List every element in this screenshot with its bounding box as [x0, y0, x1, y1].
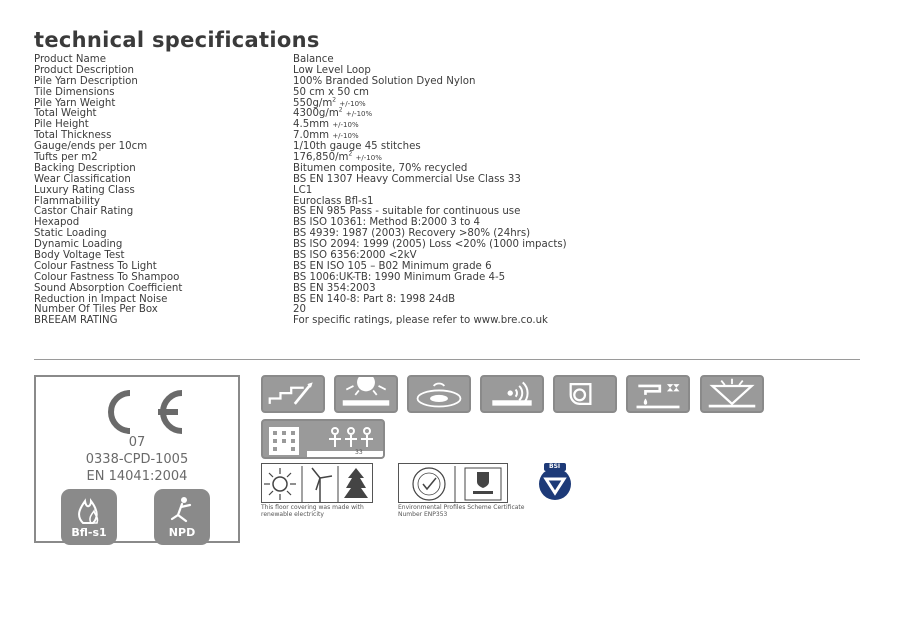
spec-tolerance: +/-10%	[332, 121, 359, 130]
commercial-use-class-33-icon	[261, 419, 385, 459]
renewable-caption: This floor covering was made with renewable electricity	[261, 504, 364, 518]
spec-value	[293, 295, 854, 306]
spec-row	[34, 96, 854, 110]
spec-superscript: 2	[332, 96, 337, 104]
environmental-profiles-logo	[398, 463, 508, 503]
ce-year: 07	[128, 435, 146, 450]
spec-value	[293, 88, 854, 99]
fire-class-badge	[61, 489, 117, 545]
spec-value-text: LC1	[293, 184, 313, 196]
spec-label: Static Loading	[34, 228, 107, 240]
spec-value-text: For specific ratings, please refer to www.bre.co.uk	[293, 315, 548, 327]
spec-label: Tile Dimensions	[34, 86, 115, 98]
spec-value	[293, 175, 854, 186]
spec-label: Hexapod	[34, 217, 80, 229]
spec-value	[293, 273, 854, 284]
spec-value-text: BS EN 1307 Heavy Commercial Use Class 33	[293, 173, 521, 185]
spec-value-text: Bitumen composite, 70% recycled	[293, 162, 468, 174]
spec-label: Tufts per m2	[34, 152, 98, 164]
certification-seal-icon	[399, 464, 509, 504]
stair-rod-icon	[261, 375, 325, 413]
spec-value-text: Euroclass Bfl-s1	[293, 195, 374, 207]
water-resistant-icon	[626, 375, 690, 413]
slip-icon	[154, 489, 210, 529]
spec-value-text: BS EN 140-8: Part 8: 1998 24dB	[293, 293, 456, 305]
spec-value-text: Balance	[293, 54, 334, 65]
spec-value-text: Low Level Loop	[293, 64, 371, 76]
spec-value	[293, 55, 854, 66]
spec-value-text: 1/10th gauge 45 stitches	[293, 141, 421, 153]
use-class-label: 33	[355, 449, 363, 456]
npd-label: NPD	[168, 526, 196, 539]
spec-value-text: 4.5mm	[293, 119, 330, 131]
spec-row	[34, 109, 854, 120]
ce-marking-box	[34, 375, 240, 543]
spec-label: Reduction in Impact Noise	[34, 293, 168, 305]
spec-row	[34, 316, 854, 327]
spec-label: Product Name	[34, 54, 106, 65]
spec-superscript: 2	[348, 150, 353, 158]
env-profiles-caption: Environmental Profiles Scheme Certificate Number ENP353	[398, 504, 525, 518]
spec-label: Colour Fastness To Light	[34, 260, 157, 272]
ce-cert-number: 0338-CPD-1005	[85, 452, 189, 467]
ce-standard: EN 14041:2004	[86, 469, 188, 484]
spec-table	[34, 55, 854, 327]
spec-superscript: 2	[338, 107, 343, 115]
divider	[34, 359, 860, 360]
light-fastness-icon	[700, 375, 764, 413]
spec-label: Backing Description	[34, 162, 136, 174]
spec-label: Total Thickness	[34, 130, 112, 142]
spec-value-text: 176,850/m	[293, 152, 349, 164]
spec-label: Wear Classification	[34, 173, 131, 185]
spec-row	[34, 240, 854, 251]
spec-label: Castor Chair Rating	[34, 206, 134, 218]
bsi-label: BSI	[549, 463, 561, 470]
spec-value-text: 4300g/m	[293, 108, 339, 120]
spec-value-text: 100% Branded Solution Dyed Nylon	[293, 75, 476, 87]
spec-label: Pile Yarn Weight	[34, 97, 116, 109]
spec-label: BREEAM RATING	[34, 315, 118, 327]
sun-wind-tree-icon	[262, 464, 374, 504]
spec-value-text: 7.0mm	[293, 130, 330, 142]
castor-chair-icon	[407, 375, 471, 413]
spec-value-text: BS ISO 2094: 1999 (2005) Loss <20% (1000 impacts)	[293, 239, 567, 251]
spec-label: Product Description	[34, 64, 134, 76]
spec-label: Gauge/ends per 10cm	[34, 141, 148, 153]
static-icon	[553, 375, 617, 413]
spec-label: Dynamic Loading	[34, 239, 123, 251]
spec-value-text: 20	[293, 304, 306, 316]
spec-value-text: BS ISO 10361: Method B:2000 3 to 4	[293, 217, 481, 229]
spec-label: Luxury Rating Class	[34, 184, 135, 196]
npd-badge	[154, 489, 210, 545]
spec-label: Pile Height	[34, 119, 89, 131]
spec-value	[293, 96, 854, 110]
spec-row	[34, 77, 854, 88]
spec-value-text: BS EN 985 Pass - suitable for continuous use	[293, 206, 521, 218]
spec-label: Body Voltage Test	[34, 250, 125, 262]
bsi-kitemark-logo	[530, 461, 580, 503]
spec-tolerance: +/-10%	[332, 132, 359, 141]
spec-label: Total Weight	[34, 108, 97, 120]
spec-value-text: 50 cm x 50 cm	[293, 86, 369, 98]
underfloor-heating-icon	[334, 375, 398, 413]
spec-label: Flammability	[34, 195, 101, 207]
spec-value-text: 550g/m	[293, 97, 333, 109]
fire-class-label: Bfl-s1	[71, 526, 107, 539]
spec-value	[293, 77, 854, 88]
spec-label: Sound Absorption Coefficient	[34, 282, 183, 294]
spec-value	[293, 120, 854, 131]
renewable-electricity-logo	[261, 463, 373, 503]
spec-value-text: BS 4939: 1987 (2003) Recovery >80% (24hrs)	[293, 228, 531, 240]
spec-row	[34, 142, 854, 153]
spec-row	[34, 55, 854, 66]
spec-tolerance: +/-10%	[345, 110, 373, 119]
spec-value	[293, 186, 854, 197]
ce-mark-logo	[90, 387, 190, 437]
spec-value	[293, 316, 854, 327]
spec-label: Number Of Tiles Per Box	[34, 304, 158, 316]
spec-value-text: BS EN 354:2003	[293, 282, 376, 294]
spec-value-text: BS 1006:UK-TB: 1990 Minimum Grade 4-5	[293, 271, 506, 283]
flame-icon	[61, 489, 117, 529]
spec-tolerance: +/-10%	[355, 154, 382, 163]
spec-value-text: BS ISO 6356:2000 <2kV	[293, 250, 417, 262]
spec-tolerance: +/-10%	[339, 99, 366, 108]
spec-row	[34, 120, 854, 131]
spec-row	[34, 186, 854, 197]
page-title: technical specifications	[34, 28, 320, 52]
acoustic-icon	[480, 375, 544, 413]
spec-value	[293, 109, 854, 120]
spec-label: Colour Fastness To Shampoo	[34, 271, 180, 283]
spec-value	[293, 142, 854, 153]
spec-label: Pile Yarn Description	[34, 75, 138, 87]
spec-value-text: BS EN ISO 105 – B02 Minimum grade 6	[293, 260, 492, 272]
spec-row	[34, 88, 854, 99]
spec-row	[34, 131, 854, 142]
spec-row	[34, 175, 854, 186]
